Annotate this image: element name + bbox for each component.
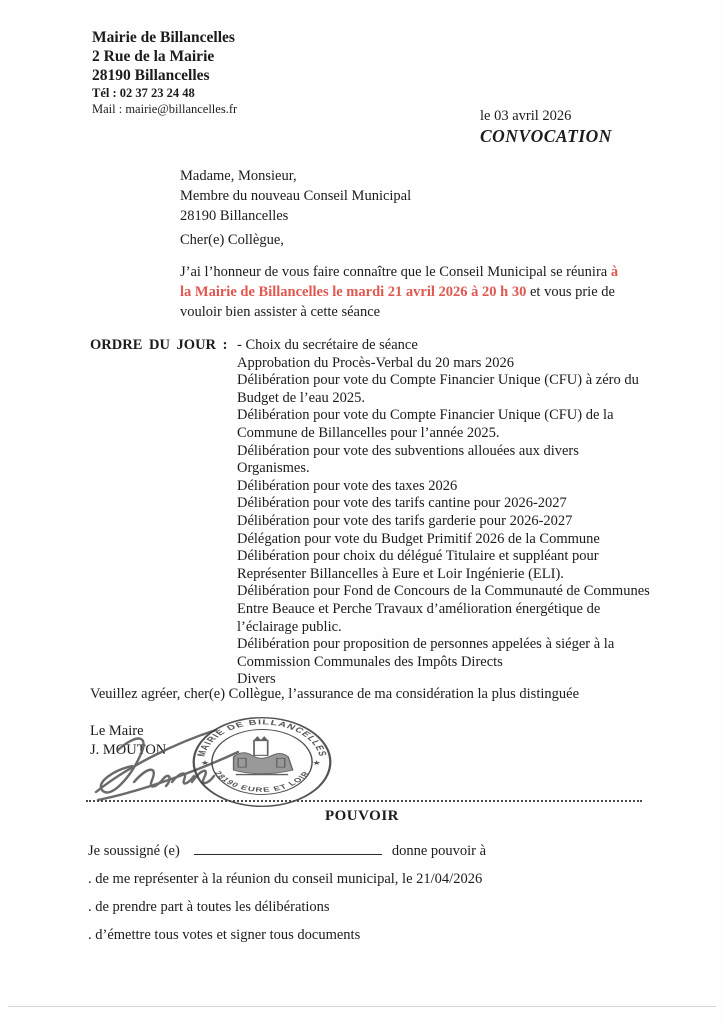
agenda-heading: ORDRE DU JOUR :: [90, 337, 228, 353]
proxy-declaration-line: [88, 840, 648, 860]
pouvoir-bullet-list: [88, 871, 648, 944]
stamp-crest: [234, 737, 293, 775]
meeting-date-highlight: à la Mairie de Billancelles le mardi 21 avril 2026 à 20 h 30: [180, 264, 619, 300]
agenda-item-list: [237, 337, 650, 689]
sender-name: Mairie de Billancelles: [92, 29, 235, 46]
pouvoir-section: [88, 840, 648, 944]
sender-phone: Tél : 02 37 23 24 48: [92, 86, 195, 100]
sender-address-block: [92, 28, 237, 117]
salutation: Cher(e) Collègue,: [180, 232, 284, 248]
intro-paragraph: [180, 262, 628, 322]
intro-text-end: et vous prie de vouloir bien assister à cette séance: [180, 284, 615, 320]
date-title-block: [480, 108, 612, 147]
document-title: CONVOCATION: [480, 126, 612, 146]
addressee-block: [180, 166, 411, 226]
stamp-star-right: ★: [312, 758, 322, 767]
proxy-suffix: donne pouvoir à: [391, 843, 487, 859]
agenda-item: Délibération pour Fond de Concours de la Communauté de Communes Entre Beauce et Perche Travaux d’amélioration énergétique de l’éclairage public.: [237, 583, 650, 635]
intro-text-start: J’ai l’honneur de vous faire connaître que le Conseil Municipal se réunira: [180, 264, 611, 280]
agenda-item: Délégation pour vote du Budget Primitif 2026 de la Commune: [237, 530, 600, 547]
closing-formula: Veuillez agréer, cher(e) Collègue, l’assurance de ma considération la plus distinguée: [90, 686, 579, 702]
pouvoir-bullet: . d’émettre tous votes et signer tous documents: [88, 927, 361, 943]
agenda-item: Approbation du Procès-Verbal du 20 mars 2026: [237, 354, 515, 371]
letter-date: le 03 avril 2026: [480, 108, 572, 124]
stamp-bottom-text: 28190 EURE ET LOIR: [212, 770, 312, 794]
stamp-star-left: ★: [200, 758, 210, 767]
sender-city: 28190 Billancelles: [92, 67, 210, 84]
agenda-item: Délibération pour vote du Compte Financier Unique (CFU) de la Commune de Billancelles pour l’année 2025.: [237, 407, 614, 441]
official-stamp: [188, 714, 336, 810]
sender-street: 2 Rue de la Mairie: [92, 48, 215, 65]
agenda-item: Délibération pour choix du délégué Titulaire et suppléant pour Représenter Billancelles à Eure et Loir Ingénierie (ELI).: [237, 548, 599, 582]
sender-email: Mail : mairie@billancelles.fr: [92, 102, 238, 116]
addressee-line: Membre du nouveau Conseil Municipal: [180, 188, 412, 204]
addressee-line: 28190 Billancelles: [180, 208, 289, 224]
addressee-line: Madame, Monsieur,: [180, 168, 297, 184]
stamp-top-text: MAIRIE DE BILLANCELLES: [194, 718, 329, 758]
agenda-item: Divers: [237, 671, 276, 688]
pouvoir-heading: POUVOIR: [324, 808, 400, 824]
agenda-item: Délibération pour vote des taxes 2026: [237, 477, 458, 494]
agenda-item: Délibération pour vote du Compte Financier Unique (CFU) à zéro du Budget de l’eau 2025.: [237, 372, 639, 406]
agenda-item: Délibération pour vote des tarifs garderie pour 2026-2027: [237, 512, 573, 529]
agenda-item: Délibération pour vote des subventions allouées aux divers Organismes.: [237, 442, 579, 477]
agenda-item: - Choix du secrétaire de séance: [237, 337, 418, 353]
dotted-divider: [86, 800, 642, 802]
proxy-prefix: Je soussigné (e): [88, 843, 180, 859]
pouvoir-bullet: . de prendre part à toutes les délibérations: [88, 899, 330, 915]
signatory-name-blank: [194, 840, 382, 855]
agenda-item: Délibération pour vote des tarifs cantine pour 2026-2027: [237, 495, 567, 512]
signer-name: J. MOUTON: [90, 742, 167, 758]
pouvoir-bullet: . de me représenter à la réunion du conseil municipal, le 21/04/2026: [88, 871, 483, 887]
agenda-section: [90, 337, 650, 689]
agenda-item: Délibération pour proposition de personnes appelées à siéger à la Commission Communales des Impôts Directs: [237, 636, 615, 670]
signer-role: Le Maire: [90, 723, 144, 739]
scan-edge-artifact: [8, 1006, 716, 1007]
